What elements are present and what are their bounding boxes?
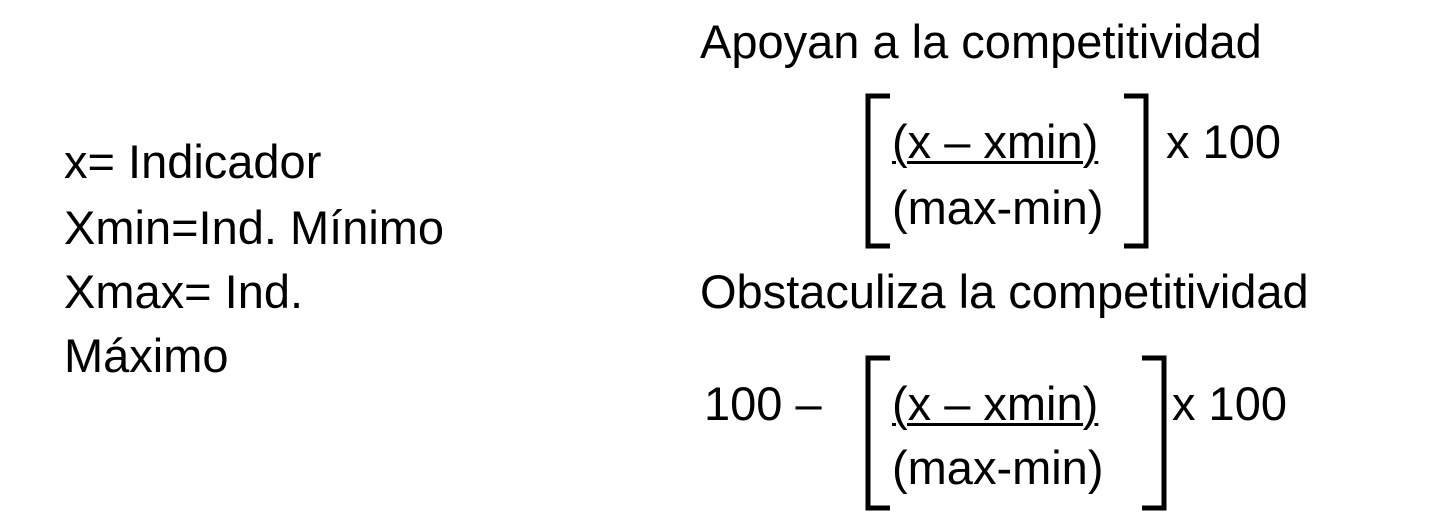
support-right-bracket [1124, 96, 1146, 246]
support-numerator: (x – xmin) [892, 115, 1099, 168]
support-heading: Apoyan a la competitividad [700, 15, 1262, 68]
legend-xmin: Xmin=Ind. Mínimo [64, 201, 445, 254]
hinder-prefix: 100 – [704, 377, 822, 430]
legend-indicator: x= Indicador [64, 135, 322, 188]
support-left-bracket [868, 96, 890, 246]
legend-maximo: Máximo [64, 329, 229, 382]
hinder-right-bracket [1142, 358, 1164, 508]
support-denominator: (max-min) [892, 181, 1104, 234]
support-multiplier: x 100 [1166, 115, 1281, 168]
hinder-numerator: (x – xmin) [892, 377, 1099, 430]
hinder-left-bracket [868, 358, 890, 508]
hinder-heading: Obstaculiza la competitividad [700, 265, 1309, 318]
legend-xmax: Xmax= Ind. [64, 265, 304, 318]
hinder-denominator: (max-min) [892, 441, 1104, 494]
hinder-multiplier: x 100 [1172, 377, 1287, 430]
